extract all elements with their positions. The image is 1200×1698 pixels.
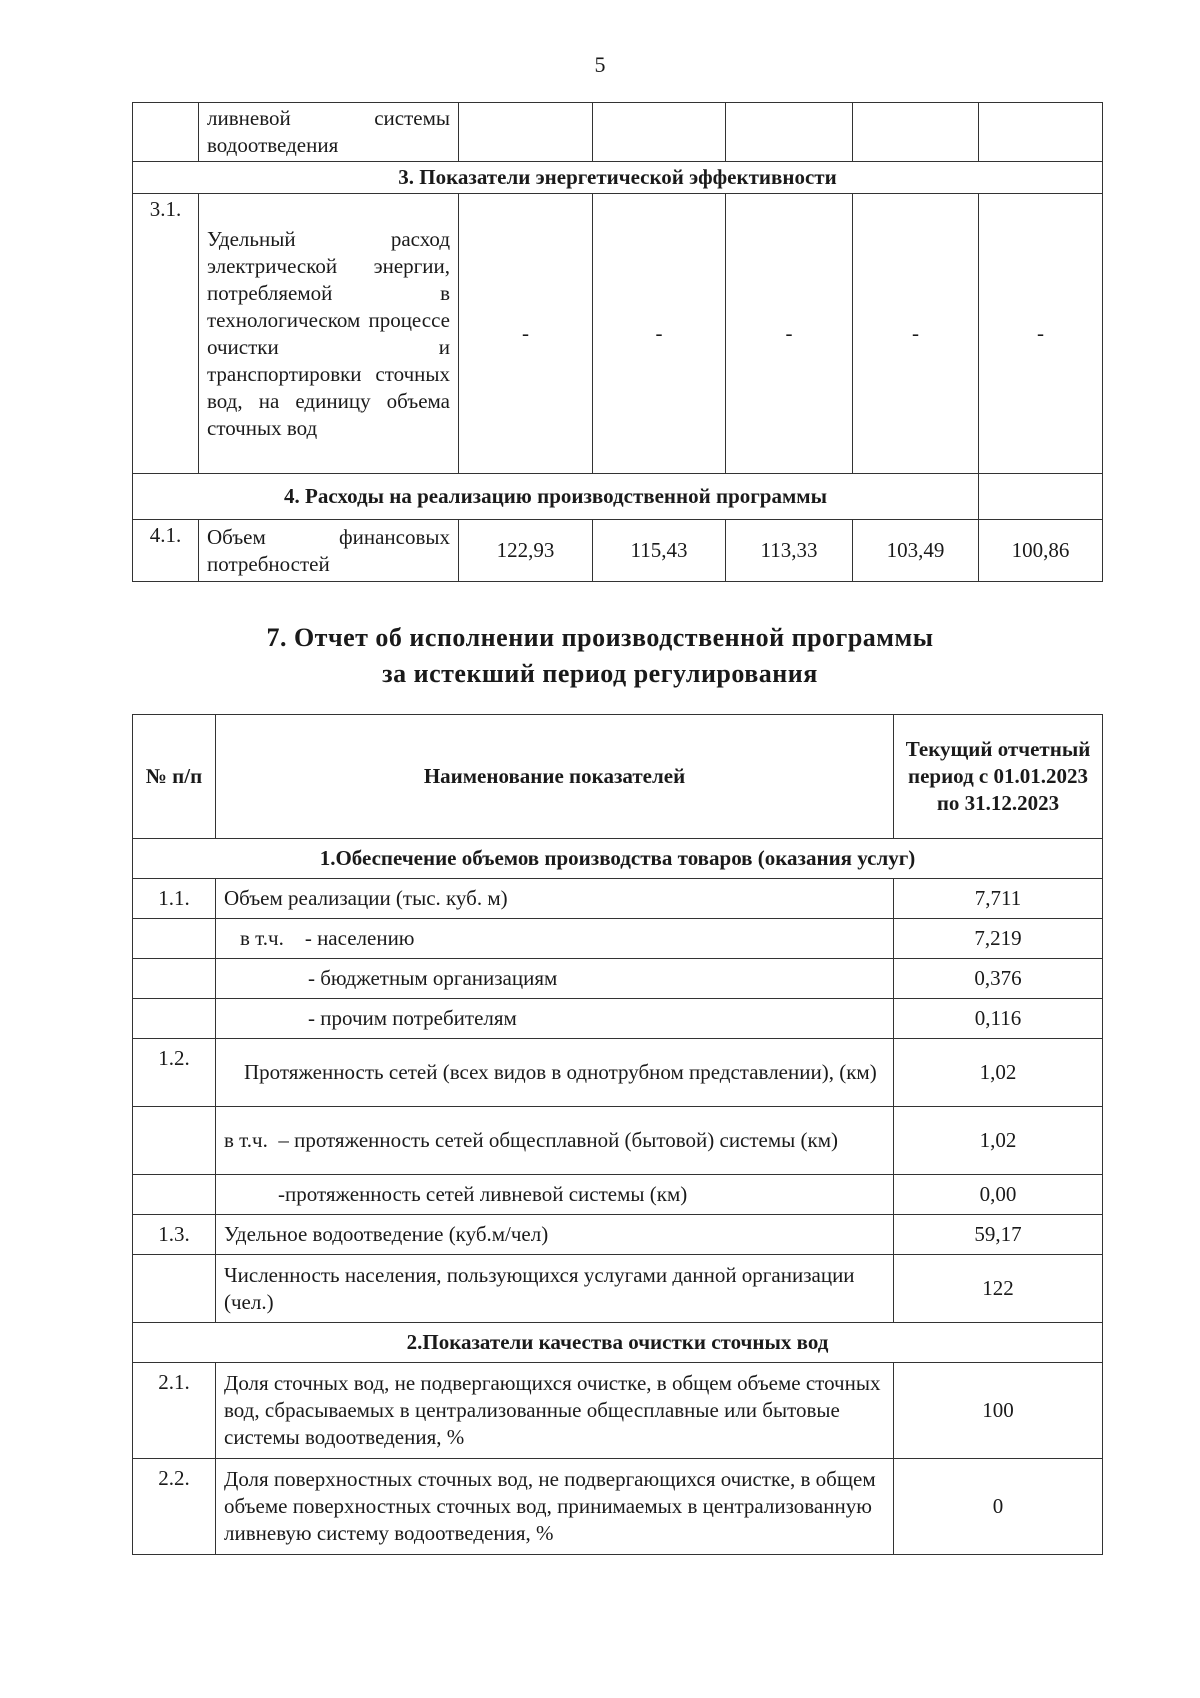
table-row — [133, 1255, 1103, 1323]
table-row — [133, 919, 1103, 959]
table-row — [133, 1363, 1103, 1459]
indicator-name: Объем финансовых потребностей — [199, 520, 459, 582]
table-row — [133, 959, 1103, 999]
indicator-name: Доля сточных вод, не подвергающихся очистке, в общем объеме сточных вод, сбрасываемых в централизованные общесплавные или бытовые системы водоотведения, % — [216, 1363, 894, 1459]
table-row — [133, 879, 1103, 919]
row-number: 4.1. — [133, 520, 199, 582]
value-cell: 100 — [894, 1363, 1103, 1459]
section-header-row — [133, 162, 1103, 194]
indicator-name: в т.ч. - населению — [216, 919, 894, 959]
value-cell: 122,93 — [459, 520, 593, 582]
value-cell: 0,116 — [894, 999, 1103, 1039]
value-cell: 1,02 — [894, 1107, 1103, 1175]
value-cell: 7,711 — [894, 879, 1103, 919]
value-cell — [593, 103, 726, 162]
value-cell — [979, 103, 1103, 162]
table-row — [133, 194, 1103, 474]
table-row — [133, 1039, 1103, 1107]
section-title-program-expenses: 4. Расходы на реализацию производственной программы — [133, 474, 979, 520]
row-number — [133, 1255, 216, 1323]
table-row — [133, 1175, 1103, 1215]
section-title-production-volumes: 1.Обеспечение объемов производства товаров (оказания услуг) — [133, 839, 1103, 879]
row-number — [133, 919, 216, 959]
row-number — [133, 1175, 216, 1215]
table-row — [133, 1215, 1103, 1255]
indicator-name: Протяженность сетей (всех видов в однотрубном представлении), (км) — [216, 1039, 894, 1107]
indicator-name: Объем реализации (тыс. куб. м) — [216, 879, 894, 919]
value-cell: - — [593, 194, 726, 474]
row-number: 3.1. — [133, 194, 199, 474]
section-header-row — [133, 474, 1103, 520]
indicators-table-continuation — [132, 102, 1103, 582]
page-number: 5 — [594, 52, 606, 77]
indicator-name-cell — [199, 103, 459, 162]
indicator-name: в т.ч. – протяженность сетей общесплавной (бытовой) системы (км) — [216, 1107, 894, 1175]
value-cell: 0,00 — [894, 1175, 1103, 1215]
value-cell: 59,17 — [894, 1215, 1103, 1255]
indicator-name: - бюджетным организациям — [216, 959, 894, 999]
value-cell: - — [726, 194, 853, 474]
table-header-row — [133, 715, 1103, 839]
empty-cell — [979, 474, 1103, 520]
value-cell: 0,376 — [894, 959, 1103, 999]
value-cell: 100,86 — [979, 520, 1103, 582]
table-row — [133, 999, 1103, 1039]
value-cell: 1,02 — [894, 1039, 1103, 1107]
report-title-line1: 7. Отчет об исполнении производственной программы — [266, 623, 934, 652]
indicator-name: -протяженность сетей ливневой системы (км) — [216, 1175, 894, 1215]
indicator-name: ливневой системы водоотведения — [207, 106, 450, 157]
section-header-row — [133, 839, 1103, 879]
row-number — [133, 959, 216, 999]
value-cell: 0 — [894, 1459, 1103, 1555]
indicator-name: Численность населения, пользующихся услугами данной организации (чел.) — [216, 1255, 894, 1323]
table-row — [133, 1459, 1103, 1555]
row-number: 1.1. — [133, 879, 216, 919]
program-report-table — [132, 714, 1103, 1555]
value-cell: 7,219 — [894, 919, 1103, 959]
value-cell: 115,43 — [593, 520, 726, 582]
table-row — [133, 520, 1103, 582]
table-row — [133, 1107, 1103, 1175]
value-cell: - — [979, 194, 1103, 474]
row-number-cell — [133, 103, 199, 162]
value-cell: 103,49 — [853, 520, 979, 582]
report-title-line2: за истекший период регулирования — [382, 659, 818, 688]
indicator-name: Доля поверхностных сточных вод, не подвергающихся очистке, в общем объеме поверхностных сточных вод, принимаемых в централизованную ливневую систему водоотведения, % — [216, 1459, 894, 1555]
value-cell: - — [853, 194, 979, 474]
value-cell: 122 — [894, 1255, 1103, 1323]
report-title — [0, 620, 1200, 692]
section-title-wastewater-quality: 2.Показатели качества очистки сточных вод — [133, 1323, 1103, 1363]
indicator-name: - прочим потребителям — [216, 999, 894, 1039]
value-cell — [853, 103, 979, 162]
row-number: 2.1. — [133, 1363, 216, 1459]
row-number — [133, 1107, 216, 1175]
row-number: 1.2. — [133, 1039, 216, 1107]
header-current-period: Текущий отчетный период с 01.01.2023 по 31.12.2023 — [894, 715, 1103, 839]
row-number: 1.3. — [133, 1215, 216, 1255]
value-cell — [726, 103, 853, 162]
row-number — [133, 999, 216, 1039]
header-number: № п/п — [133, 715, 216, 839]
indicator-name: Удельное водоотведение (куб.м/чел) — [216, 1215, 894, 1255]
section-title-energy-efficiency: 3. Показатели энергетической эффективности — [133, 162, 1103, 194]
header-indicator-name: Наименование показателей — [216, 715, 894, 839]
row-number: 2.2. — [133, 1459, 216, 1555]
value-cell: 113,33 — [726, 520, 853, 582]
value-cell: - — [459, 194, 593, 474]
section-header-row — [133, 1323, 1103, 1363]
value-cell — [459, 103, 593, 162]
table-row — [133, 103, 1103, 162]
indicator-name: Удельный расход электрической энергии, потребляемой в технологическом процессе очистки и транспортировки сточных вод, на единицу объема сточных вод — [199, 194, 459, 474]
